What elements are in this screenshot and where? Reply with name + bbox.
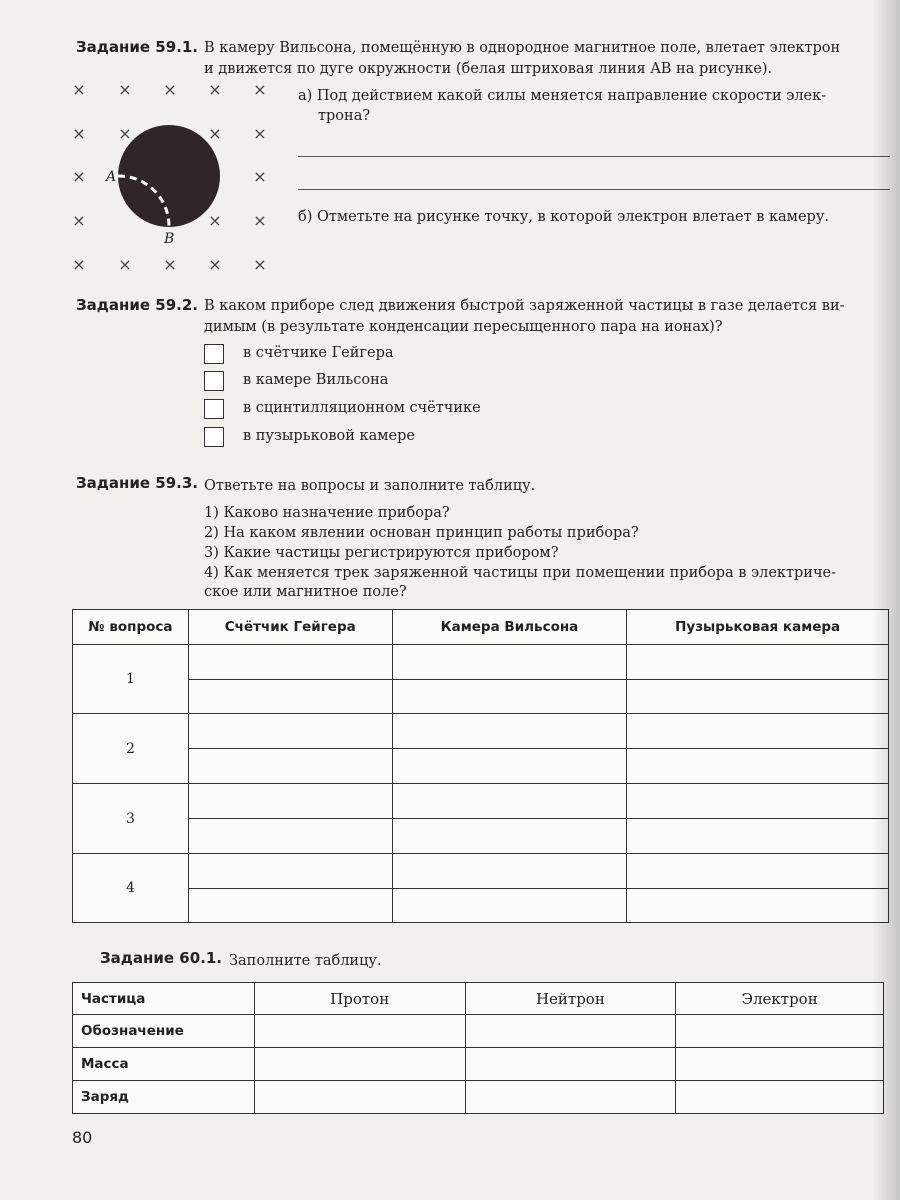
field-cross-mark: × <box>208 255 222 274</box>
answer-cell[interactable] <box>392 889 627 923</box>
answer-cell[interactable] <box>627 749 889 784</box>
answer-cell[interactable] <box>188 854 392 889</box>
answer-cell[interactable] <box>627 645 889 680</box>
answer-cell[interactable] <box>392 854 627 889</box>
answer-cell[interactable] <box>392 784 627 819</box>
field-cross-mark: × <box>72 124 86 143</box>
answer-cell[interactable] <box>392 645 627 680</box>
answer-cell[interactable] <box>676 1015 884 1048</box>
field-cross-mark: × <box>253 124 267 143</box>
particles-table <box>72 982 884 1114</box>
answer-cell[interactable] <box>676 1048 884 1081</box>
page-number: 80 <box>72 1128 93 1147</box>
field-cross-mark: × <box>118 255 132 274</box>
answer-cell[interactable] <box>188 819 392 854</box>
option-label: в пузырьковой камере <box>243 428 415 444</box>
question-a-line2: трона? <box>318 108 371 124</box>
field-cross-mark: × <box>118 124 132 143</box>
task-60-1-intro: Заполните таблицу. <box>229 953 382 969</box>
task-59-2-text-line2: димым (в результате конденсации пересыщенного пара на ионах)? <box>204 319 723 335</box>
header-cloud-chamber: Камера Вильсона <box>392 610 627 645</box>
field-cross-mark: × <box>253 211 267 230</box>
answer-cell[interactable] <box>465 1015 676 1048</box>
answer-cell[interactable] <box>627 680 889 714</box>
field-cross-mark: × <box>72 167 86 186</box>
row-number: 4 <box>73 854 189 923</box>
question-4-line1: 4) Как меняется трек заряженной частицы при помещении прибора в электриче- <box>204 565 837 581</box>
option-label: в камере Вильсона <box>243 372 389 388</box>
question-4-line2: ское или магнитное поле? <box>204 584 407 600</box>
answer-cell[interactable] <box>188 784 392 819</box>
field-cross-mark: × <box>253 255 267 274</box>
option-checkbox[interactable] <box>204 371 224 391</box>
answer-cell[interactable] <box>465 1081 676 1114</box>
task-59-1-text-line1: В камеру Вильсона, помещённую в однородное магнитное поле, влетает электрон <box>204 40 841 56</box>
field-cross-mark: × <box>208 211 222 230</box>
chamber-disk <box>118 125 220 227</box>
answer-cell[interactable] <box>188 714 392 749</box>
option-checkbox[interactable] <box>204 344 224 364</box>
point-b-label: B <box>164 231 175 247</box>
answer-cell[interactable] <box>465 1048 676 1081</box>
question-b: б) Отметьте на рисунке точку, в которой электрон влетает в камеру. <box>298 209 829 225</box>
option-checkbox[interactable] <box>204 427 224 447</box>
answer-cell[interactable] <box>188 749 392 784</box>
field-cross-mark: × <box>72 80 86 99</box>
task-59-1-label: Задание 59.1. <box>76 38 198 56</box>
answer-cell[interactable] <box>188 680 392 714</box>
question-1: 1) Каково назначение прибора? <box>204 505 450 521</box>
header-neutron: Нейтрон <box>465 983 676 1015</box>
task-59-2-text-line1: В каком приборе след движения быстрой заряженной частицы в газе делается ви- <box>204 298 845 314</box>
header-question-number: № вопроса <box>73 610 189 645</box>
answer-cell[interactable] <box>392 749 627 784</box>
cloud-chamber-figure <box>60 72 290 282</box>
task-59-3-intro: Ответьте на вопросы и заполните таблицу. <box>204 478 536 494</box>
answer-cell[interactable] <box>188 889 392 923</box>
task-60-1-label: Задание 60.1. <box>100 949 222 967</box>
row-number: 2 <box>73 714 189 784</box>
answer-cell[interactable] <box>392 680 627 714</box>
answer-cell[interactable] <box>254 1081 465 1114</box>
option-label: в счётчике Гейгера <box>243 345 394 361</box>
answer-cell[interactable] <box>392 819 627 854</box>
task-59-2-label: Задание 59.2. <box>76 296 198 314</box>
answer-cell[interactable] <box>392 714 627 749</box>
header-proton: Протон <box>254 983 465 1015</box>
question-2: 2) На каком явлении основан принцип работы прибора? <box>204 525 639 541</box>
option-checkbox[interactable] <box>204 399 224 419</box>
field-cross-mark: × <box>253 80 267 99</box>
row-label-charge: Заряд <box>73 1081 255 1114</box>
header-geiger-counter: Счётчик Гейгера <box>188 610 392 645</box>
field-cross-mark: × <box>118 80 132 99</box>
point-a-label: A <box>106 169 117 185</box>
field-cross-mark: × <box>208 124 222 143</box>
question-3: 3) Какие частицы регистрируются прибором? <box>204 545 559 561</box>
binding-shadow <box>872 0 900 1200</box>
header-particle: Частица <box>73 983 255 1015</box>
row-number: 3 <box>73 784 189 854</box>
answer-cell[interactable] <box>627 714 889 749</box>
field-cross-mark: × <box>208 80 222 99</box>
row-number: 1 <box>73 645 189 714</box>
task-59-1-text-line2: и движется по дуге окружности (белая штриховая линия AB на рисунке). <box>204 61 773 77</box>
field-cross-mark: × <box>163 80 177 99</box>
question-a-line1: а) Под действием какой силы меняется направление скорости элек- <box>298 88 827 104</box>
answer-cell[interactable] <box>627 889 889 923</box>
detectors-table <box>72 609 889 923</box>
field-cross-mark: × <box>163 255 177 274</box>
field-cross-mark: × <box>253 167 267 186</box>
header-bubble-chamber: Пузырьковая камера <box>627 610 889 645</box>
answer-cell[interactable] <box>627 819 889 854</box>
answer-cell[interactable] <box>627 784 889 819</box>
row-label-mass: Масса <box>73 1048 255 1081</box>
answer-cell[interactable] <box>188 645 392 680</box>
answer-line[interactable] <box>298 156 890 157</box>
answer-cell[interactable] <box>627 854 889 889</box>
answer-line[interactable] <box>298 189 890 190</box>
header-electron: Электрон <box>676 983 884 1015</box>
row-label-designation: Обозначение <box>73 1015 255 1048</box>
field-cross-mark: × <box>72 255 86 274</box>
answer-cell[interactable] <box>676 1081 884 1114</box>
field-cross-mark: × <box>72 211 86 230</box>
option-label: в сцинтилляционном счётчике <box>243 400 481 416</box>
answer-cell[interactable] <box>254 1015 465 1048</box>
answer-cell[interactable] <box>254 1048 465 1081</box>
task-59-3-label: Задание 59.3. <box>76 474 198 492</box>
